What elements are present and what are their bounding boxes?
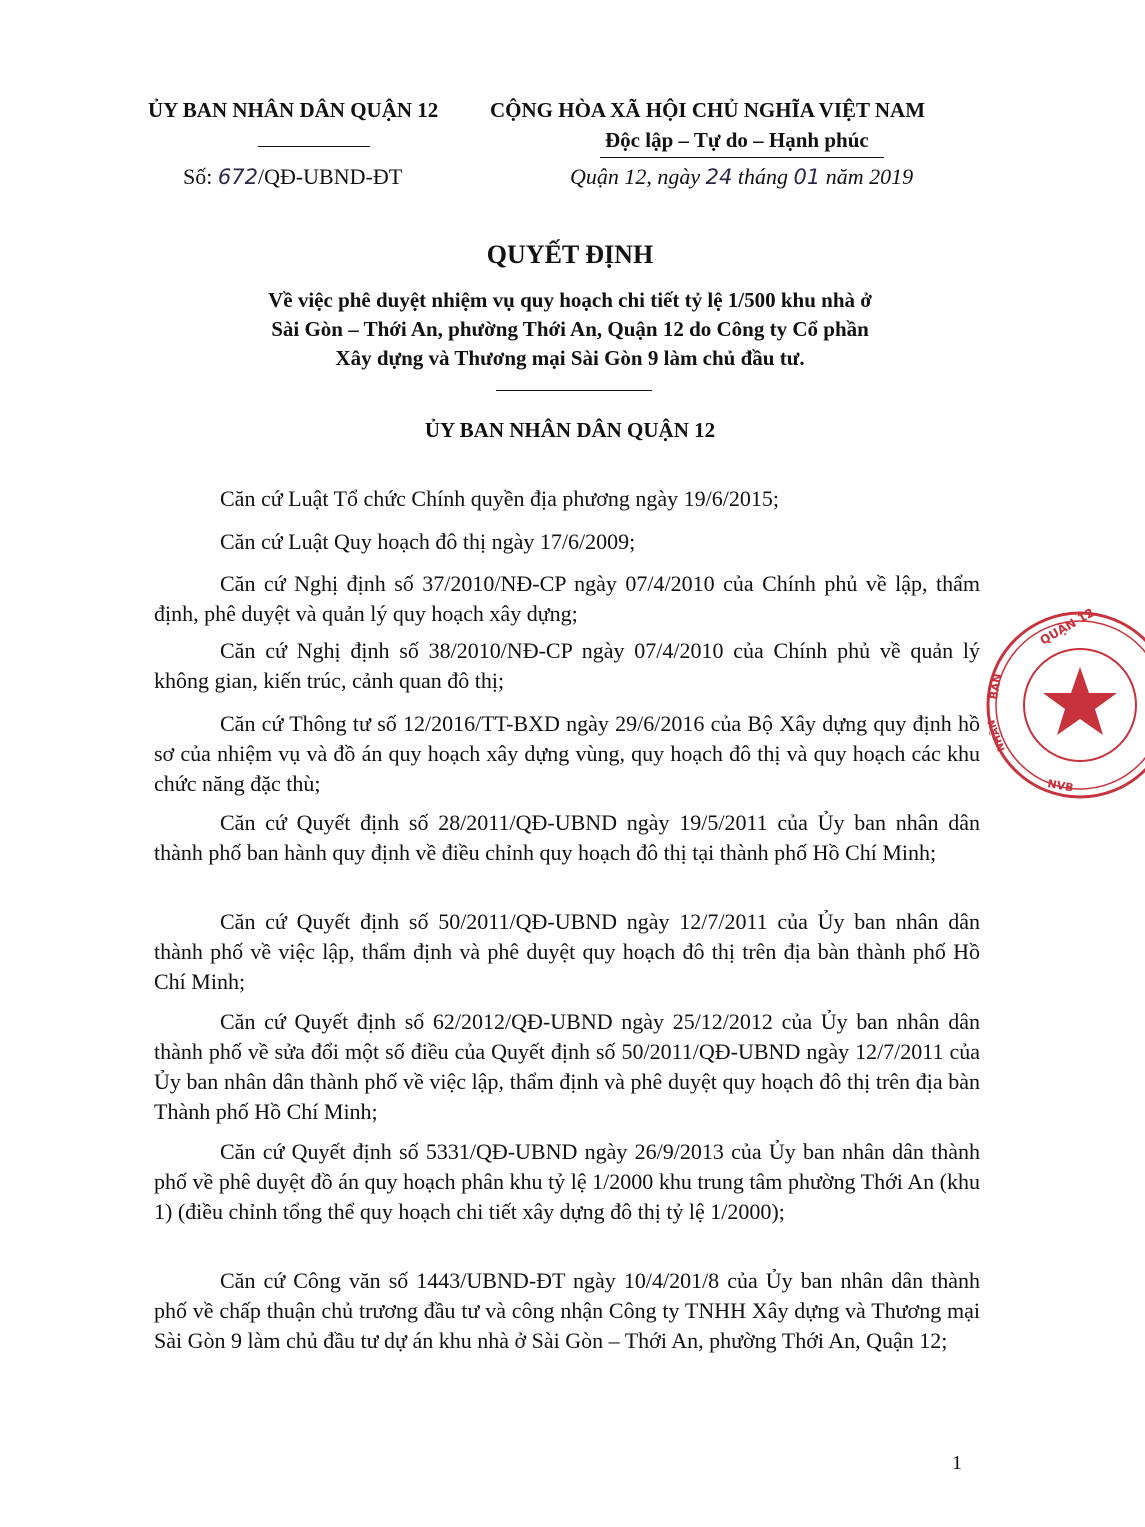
seal-text-bottom: NVB	[1046, 777, 1075, 795]
date-prefix: Quận 12, ngày	[570, 164, 706, 189]
legal-basis-3: Căn cứ Nghị định số 37/2010/NĐ-CP ngày 07/4/2010 của Chính phủ về lập, thẩm định, phê duyệt và quản lý quy hoạch xây dựng;	[154, 571, 980, 626]
subject-line-2: Sài Gòn – Thới An, phường Thới An, Quận 12 do Công ty Cổ phần	[271, 317, 869, 341]
document-title: QUYẾT ĐỊNH	[486, 240, 654, 269]
official-seal-icon	[985, 605, 1145, 810]
handwritten-number: 672	[217, 165, 258, 189]
handwritten-month: 01	[793, 165, 821, 189]
subject-underline	[496, 390, 652, 391]
document-subject	[0, 286, 1140, 373]
legal-basis-10: Căn cứ Công văn số 1443/UBND-ĐT ngày 10/4/201/8 của Ủy ban nhân dân thành phố về chấp thuận chủ trương đầu tư và công nhận Công ty TNHH Xây dựng và Thương mại Sài Gòn 9 làm chủ đầu tư dự án khu nhà ở Sài Gòn – Thới An, phường Thới An, Quận 12;	[154, 1268, 980, 1353]
authority-name: ỦY BAN NHÂN DÂN QUẬN 12	[148, 98, 439, 122]
date-year: năm 2019	[820, 164, 914, 189]
subject-line-3: Xây dựng và Thương mại Sài Gòn 9 làm chủ đầu tư.	[335, 346, 805, 370]
authority-underline	[258, 146, 370, 147]
seal-star-icon	[1043, 667, 1117, 735]
subject-line-1: Về việc phê duyệt nhiệm vụ quy hoạch chi tiết tỷ lệ 1/500 khu nhà ở	[268, 288, 872, 312]
page-number: 1	[952, 1452, 962, 1474]
national-motto: Độc lập – Tự do – Hạnh phúc	[605, 128, 869, 152]
legal-basis-2: Căn cứ Luật Quy hoạch đô thị ngày 17/6/2009;	[220, 529, 636, 554]
date-month-label: tháng	[732, 164, 794, 189]
legal-basis-9: Căn cứ Quyết định số 5331/QĐ-UBND ngày 26/9/2013 của Ủy ban nhân dân thành phố về phê duyệt đồ án quy hoạch phân khu tỷ lệ 1/2000 khu trung tâm phường Thới An (khu 1) (điều chỉnh tổng thể quy hoạch chi tiết xây dựng đô thị tỷ lệ 1/2000);	[154, 1139, 980, 1224]
nation-name: CỘNG HÒA XÃ HỘI CHỦ NGHĨA VIỆT NAM	[490, 98, 926, 122]
number-suffix: /QĐ-UBND-ĐT	[257, 164, 403, 189]
legal-basis-5: Căn cứ Thông tư số 12/2016/TT-BXD ngày 29/6/2016 của Bộ Xây dựng quy định hồ sơ của nhiệm vụ và đồ án quy hoạch xây dựng vùng, quy hoạch đô thị và quy hoạch các khu chức năng đặc thù;	[154, 711, 980, 796]
legal-basis-7: Căn cứ Quyết định số 50/2011/QĐ-UBND ngày 12/7/2011 của Ủy ban nhân dân thành phố về việc lập, thẩm định và phê duyệt quy hoạch đô thị trên địa bàn thành phố Hồ Chí Minh;	[154, 909, 980, 994]
document-date	[570, 164, 913, 190]
handwritten-day: 24	[705, 165, 733, 189]
seal-text-left2: NHÂN	[986, 718, 1008, 753]
seal-text-left: BAN	[987, 672, 1005, 701]
number-prefix: Số:	[183, 164, 218, 189]
legal-basis-6: Căn cứ Quyết định số 28/2011/QĐ-UBND ngày 19/5/2011 của Ủy ban nhân dân thành phố ban hành quy định về điều chỉnh quy hoạch đô thị tại thành phố Hồ Chí Minh;	[154, 810, 980, 865]
document-number	[183, 164, 402, 190]
seal-text-top: QUẬN 12	[1037, 605, 1097, 648]
legal-basis-4: Căn cứ Nghị định số 38/2010/NĐ-CP ngày 07/4/2010 của Chính phủ về quản lý không gian, kiến trúc, cảnh quan đô thị;	[154, 638, 980, 693]
legal-basis-8: Căn cứ Quyết định số 62/2012/QĐ-UBND ngày 25/12/2012 của Ủy ban nhân dân thành phố về sửa đổi một số điều của Quyết định số 50/2011/QĐ-UBND ngày 12/7/2011 của Ủy ban nhân dân thành phố về việc lập, thẩm định và phê duyệt quy hoạch đô thị trên địa bàn Thành phố Hồ Chí Minh;	[154, 1009, 980, 1124]
legal-basis-1: Căn cứ Luật Tổ chức Chính quyền địa phương ngày 19/6/2015;	[220, 486, 780, 511]
issuer-heading: ỦY BAN NHÂN DÂN QUẬN 12	[424, 418, 716, 442]
motto-underline	[600, 157, 884, 158]
